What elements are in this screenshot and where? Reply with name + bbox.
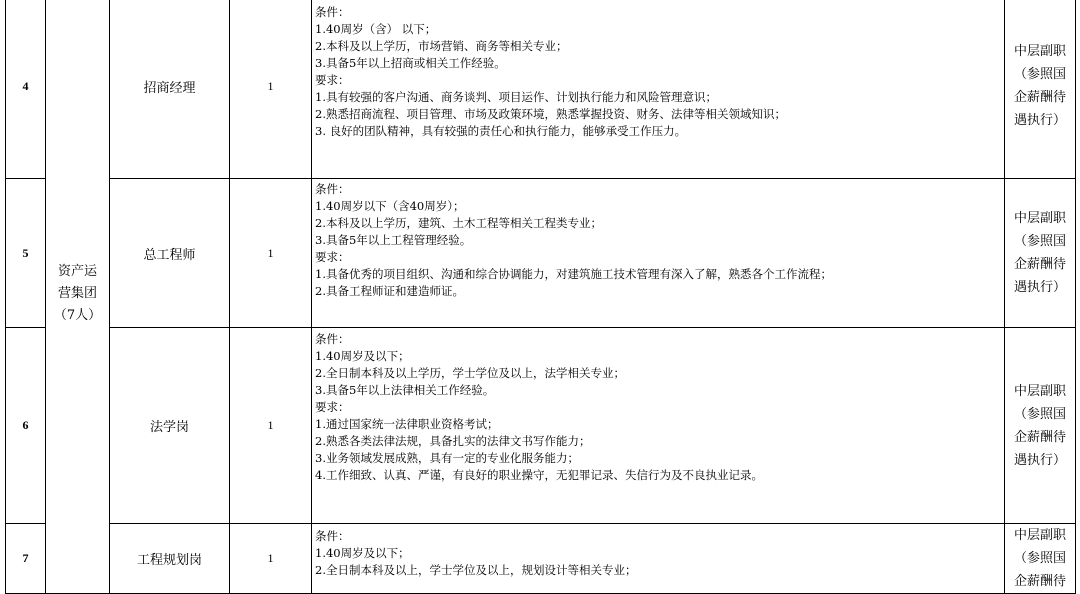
level-line: 中层副职 [1013,211,1066,226]
requirement-line: 条件： [315,5,350,19]
requirement-line: 1.具有较强的客户沟通、商务谈判、项目运作、计划执行能力和风险管理意识； [315,90,717,104]
level-line: 企薪酬待 [1013,90,1066,105]
department-name-line1: 资产运 [57,263,97,279]
requirement-line: 2.本科及以上学历，建筑、土木工程等相关工程类专业； [315,216,602,230]
level-line: 企薪酬待 [1013,257,1066,272]
requirement-line: 2.熟悉各类法律法规，具备扎实的法律文书写作能力； [315,434,591,448]
requirements-cell [312,328,1005,524]
position-level [1005,524,1076,594]
requirement-line: 3.具备5年以上招商或相关工作经验。 [315,56,506,70]
level-line: 中层副职 [1013,383,1066,399]
requirement-line: 1.具备优秀的项目组织、沟通和综合协调能力，对建筑施工技术管理有深入了解，熟悉各个工作流程； [315,267,832,281]
position-count: 1 [230,328,312,524]
row-number: 4 [6,0,46,179]
level-line: 遇执行） [1013,280,1066,295]
requirement-line: 条件： [315,332,350,346]
requirements-cell [312,0,1005,179]
position-count: 1 [230,179,312,328]
row-number: 7 [6,524,46,594]
position-title: 法学岗 [110,328,230,524]
requirement-line: 3.业务领域发展成熟，具有一定的专业化服务能力； [315,451,579,465]
position-level [1005,0,1076,179]
requirement-line: 条件： [315,529,350,543]
requirement-line: 2.全日制本科及以上，学士学位及以上，规划设计等相关专业； [315,563,637,577]
requirement-line: 要求： [315,250,350,264]
level-line: 遇执行） [1013,113,1066,128]
requirement-line: 2.全日制本科及以上学历，学士学位及以上，法学相关专业； [315,366,625,380]
level-line: （参照国 [1013,406,1066,422]
row-number: 6 [6,328,46,524]
requirement-line: 2.熟悉招商流程、项目管理、市场及政策环境，熟悉掌握投资、财务、法律等相关领域知识； [315,107,786,121]
requirement-line: 1.40周岁以下（含40周岁）； [315,199,465,213]
requirement-line: 3.具备5年以上工程管理经验。 [315,233,472,247]
requirement-line: 1.通过国家统一法律职业资格考试； [315,417,499,431]
job-table [5,0,1076,594]
requirement-line: 3.具备5年以上法律相关工作经验。 [315,383,495,397]
requirement-line: 3. 良好的团队精神，具有较强的责任心和执行能力，能够承受工作压力。 [315,124,687,138]
table-row [6,328,1076,524]
level-line: 企薪酬待 [1013,574,1066,589]
position-count: 1 [230,524,312,594]
requirement-line: 1.40周岁及以下； [315,546,410,560]
level-line: 中层副职 [1013,528,1066,543]
position-title: 总工程师 [110,179,230,328]
level-line: 企薪酬待 [1013,429,1066,445]
table-row [6,179,1076,328]
level-line: （参照国 [1013,67,1066,82]
position-title: 工程规划岗 [110,524,230,594]
requirement-line: 4.工作细致、认真、严谨，有良好的职业操守，无犯罪记录、失信行为及不良执业记录。 [315,468,763,482]
requirement-line: 1.40周岁及以下； [315,349,410,363]
level-line: 遇执行） [1013,452,1066,468]
level-line: （参照国 [1013,551,1066,566]
level-line: （参照国 [1013,234,1066,249]
department-cell [46,0,110,594]
requirement-line: 要求： [315,400,350,414]
department-count: （7人） [53,307,102,323]
table-row [6,0,1076,179]
row-number: 5 [6,179,46,328]
position-title: 招商经理 [110,0,230,179]
requirement-line: 2.本科及以上学历，市场营销、商务等相关专业； [315,39,568,53]
department-name-line2: 营集团 [57,285,97,301]
requirement-line: 2.具备工程师证和建造师证。 [315,284,464,298]
position-count: 1 [230,0,312,179]
level-line: 中层副职 [1013,44,1066,59]
requirements-cell [312,179,1005,328]
table-row [6,524,1076,594]
position-level [1005,328,1076,524]
requirement-line: 条件： [315,182,350,196]
requirement-line: 1.40周岁（含） 以下； [315,22,437,36]
requirements-cell [312,524,1005,594]
requirement-line: 要求： [315,73,350,87]
position-level [1005,179,1076,328]
